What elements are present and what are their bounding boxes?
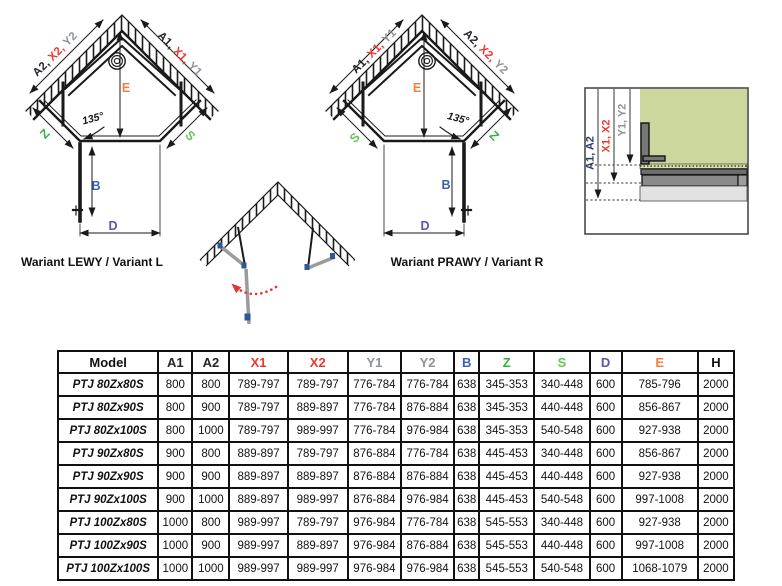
col-header-z: Z <box>479 351 534 373</box>
wall-section-detail-drawing <box>583 86 750 236</box>
table-row: PTJ 80Zx90S 800 900 789-797 889-897 776-784 876-884 638 345-353 440-448 600 856-867 2000 <box>58 396 734 419</box>
col-header-a2: A2 <box>192 351 229 373</box>
table-row: PTJ 90Zx90S 900 900 889-897 889-897 876-884 876-884 638 445-453 440-448 600 927-938 2000 <box>58 465 734 488</box>
model-cell: PTJ 90Zx90S <box>58 465 158 488</box>
variant-r-dim-e-label: E <box>412 80 422 95</box>
variant-l-dim-d-label: D <box>108 218 118 233</box>
variant-r-dim-b-label: B <box>441 177 451 192</box>
variant-r-angle-label: 135° <box>446 110 471 128</box>
model-cell: PTJ 100Zx100S <box>58 557 158 580</box>
model-cell: PTJ 80Zx80S <box>58 373 158 396</box>
variant-r-caption: Wariant PRAWY / Variant R <box>390 255 544 269</box>
section-dim-y-label: Y1, Y2 <box>616 103 629 137</box>
variant-r-left-edge-label: A1,X1,Y1 <box>349 26 400 77</box>
spec-table-header <box>58 351 734 373</box>
col-header-e: E <box>622 351 698 373</box>
variant-r-dim-d-label: D <box>420 218 430 233</box>
section-dim-x-label: X1, X2 <box>600 119 613 153</box>
col-header-d: D <box>590 351 622 373</box>
model-cell: PTJ 100Zx90S <box>58 534 158 557</box>
table-row: PTJ 80Zx80S 800 800 789-797 789-797 776-784 776-784 638 345-353 340-448 600 785-796 2000 <box>58 373 734 396</box>
table-row: PTJ 90Zx80S 900 800 889-897 789-797 876-884 776-784 638 445-453 340-448 600 856-867 2000 <box>58 442 734 465</box>
tray-edge-dark <box>641 169 747 175</box>
col-header-x2: X2 <box>288 351 348 373</box>
spec-table <box>57 350 735 581</box>
variant-l-dim-s-label: S <box>182 127 199 144</box>
variant-l-angle-label: 135° <box>80 110 105 128</box>
model-cell: PTJ 90Zx80S <box>58 442 158 465</box>
strut-right <box>308 228 313 268</box>
model-cell: PTJ 100Zx80S <box>58 511 158 534</box>
col-header-s: S <box>534 351 589 373</box>
col-header-x1: X1 <box>229 351 287 373</box>
hinges <box>218 243 336 321</box>
variant-l-dim-z-label: Z <box>37 126 53 142</box>
col-header-a1: A1 <box>158 351 192 373</box>
variant-l-left-edge-label: A2,X2,Y2 <box>30 29 81 80</box>
angle-arc-arrow <box>84 127 104 139</box>
table-row: PTJ 80Zx100S 800 1000 789-797 989-997 776-784 976-984 638 345-353 540-548 600 927-938 2000 <box>58 419 734 442</box>
tiled-wall <box>640 89 747 164</box>
table-row: PTJ 100Zx90S 1000 900 989-997 889-897 976-984 876-884 638 545-553 440-448 600 997-1008 2000 <box>58 534 734 557</box>
col-header-y2: Y2 <box>401 351 454 373</box>
col-header-model: Model <box>58 351 158 373</box>
model-cell: PTJ 90Zx100S <box>58 488 158 511</box>
variant-l-caption: Wariant LEWY / Variant L <box>20 255 164 269</box>
variant-l-right-edge-label: A1,X1,Y1 <box>154 29 205 80</box>
drain-symbol <box>109 53 125 69</box>
table-row: PTJ 100Zx80S 1000 800 989-997 789-797 976-984 776-784 638 545-553 340-448 600 927-938 2000 <box>58 511 734 534</box>
model-cell: PTJ 80Zx90S <box>58 396 158 419</box>
col-header-b: B <box>454 351 479 373</box>
col-header-y1: Y1 <box>348 351 401 373</box>
variant-l-dim-b-label: B <box>91 178 101 193</box>
variant-l-dim-e-label: E <box>121 80 131 95</box>
table-row: PTJ 90Zx100S 900 1000 889-897 989-997 876-884 976-984 638 445-453 540-548 600 997-1008 2000 <box>58 488 734 511</box>
door-swing-detail-drawing <box>197 168 362 333</box>
door-swing-arrow <box>233 285 276 294</box>
tray-body <box>642 175 738 186</box>
col-header-h: H <box>698 351 734 373</box>
variant-r-right-edge-label: A2,X2,Y2 <box>460 27 511 78</box>
floor-screed <box>640 186 747 201</box>
tray-body-step <box>738 175 747 186</box>
model-cell: PTJ 80Zx100S <box>58 419 158 442</box>
section-dim-a-label: A1, A2 <box>584 136 597 170</box>
table-row: PTJ 100Zx100S 1000 1000 989-997 989-997 976-984 976-984 638 545-553 540-548 600 1068-1079 2000 <box>58 557 734 580</box>
variant-r-dim-z-label: Z <box>486 128 502 144</box>
variant-r-dim-s-label: S <box>346 129 363 146</box>
